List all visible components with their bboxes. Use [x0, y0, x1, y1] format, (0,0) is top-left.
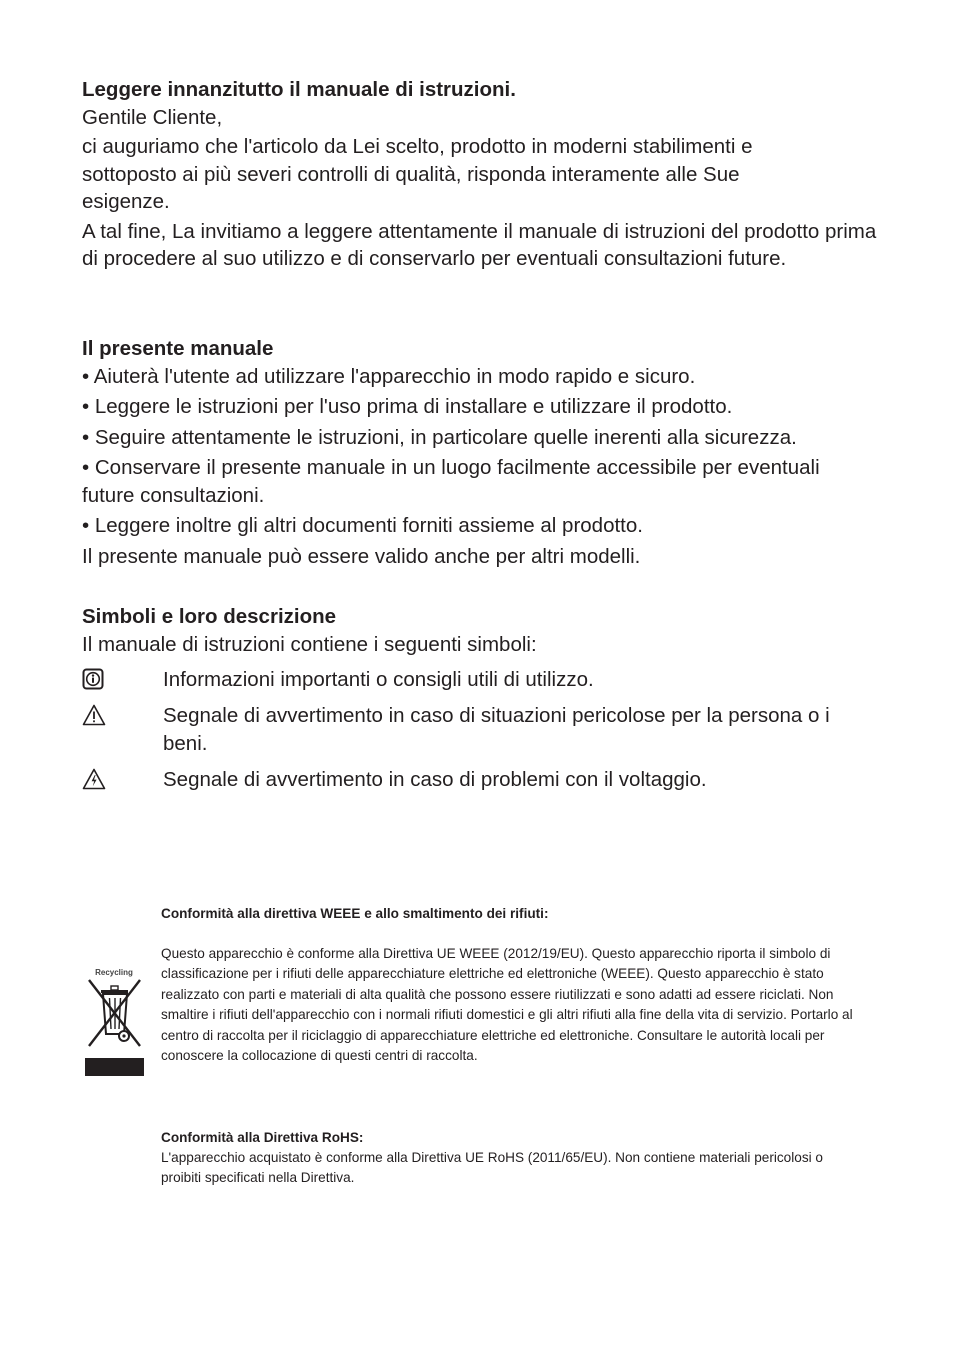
symbol-text-warning: Segnale di avvertimento in caso di situazioni pericolose per la persona o i beni. — [163, 704, 830, 755]
intro-paragraph-1: ci auguriamo che l'articolo da Lei scelto, prodotto in moderni stabilimenti e sottoposto ai più severi controlli di qualità, risponda interamente alle Sue esigenze. — [82, 135, 753, 213]
manual-bullet-2: • Leggere le istruzioni per l'uso prima di installare e utilizzare il prodotto. — [82, 395, 733, 418]
intro-section — [82, 76, 882, 275]
manual-bullet-5: • Leggere inoltre gli altri documenti forniti assieme al prodotto. — [82, 514, 643, 537]
manual-note: Il presente manuale può essere valido anche per altri modelli. — [82, 544, 641, 568]
symbol-text-info: Informazioni importanti o consigli utili di utilizzo. — [163, 668, 594, 691]
symbols-section — [82, 603, 882, 658]
rohs-body: L'apparecchio acquistato è conforme alla Direttiva UE RoHS (2011/65/EU). Non contiene materiali pericolosi o proibiti specificati nella Direttiva. — [161, 1150, 823, 1186]
weee-logo-label: Recycling — [95, 968, 133, 977]
manual-bullet-3: • Seguire attentamente le istruzioni, in particolare quelle inerenti alla sicurezza. — [82, 425, 797, 449]
intro-paragraph-2: A tal fine, La invitiamo a leggere attentamente il manuale di istruzioni del prodotto prima di procedere al suo utilizzo e di conservarlo per eventuali consultazioni future. — [82, 219, 877, 270]
crossed-bin-icon — [84, 968, 146, 1078]
intro-greeting: Gentile Cliente, — [82, 105, 223, 129]
symbols-title: Simboli e loro descrizione — [82, 605, 337, 628]
weee-title: Conformità alla direttiva WEEE e allo smaltimento dei rifiuti: — [161, 906, 549, 921]
weee-body: Questo apparecchio è conforme alla Direttiva UE WEEE (2012/19/EU). Questo apparecchio riporta il simbolo di classificazione per i rifiuti delle apparecchiature elettriche ed elettroniche (WEEE). Questo apparecchio è stato realizzato con parti e materiali di alta qualità che possono essere riutilizzati e sono adatti ad essere riciclati. Non smaltire i rifiuti dell'apparecchio con i normali rifiuti domestici e gli altri rifiuti alla fine della vita di servizio. Portarlo al centro di raccolta per il riciclaggio di apparecchiature elettriche ed elettroniche. Consultare le autorità locali per conoscere la collocazione di questi centri di raccolta. — [161, 946, 853, 1064]
weee-logo — [84, 968, 146, 1078]
voltage-warning-icon — [82, 768, 106, 792]
symbols-intro: Il manuale di istruzioni contiene i seguenti simboli: — [82, 632, 537, 656]
manual-section — [82, 335, 882, 573]
intro-title: Leggere innanzitutto il manuale di istruzioni. — [82, 78, 516, 101]
info-icon — [82, 668, 106, 692]
manual-title: Il presente manuale — [82, 337, 274, 360]
manual-bullet-1: • Aiuterà l'utente ad utilizzare l'apparecchio in modo rapido e sicuro. — [82, 364, 696, 388]
warning-icon — [82, 704, 106, 728]
rohs-title: Conformità alla Direttiva RoHS: — [161, 1130, 364, 1145]
symbol-text-voltage: Segnale di avvertimento in caso di problemi con il voltaggio. — [163, 768, 707, 791]
manual-bullet-4: • Conservare il presente manuale in un luogo facilmente accessibile per eventuali future consultazioni. — [82, 456, 820, 507]
